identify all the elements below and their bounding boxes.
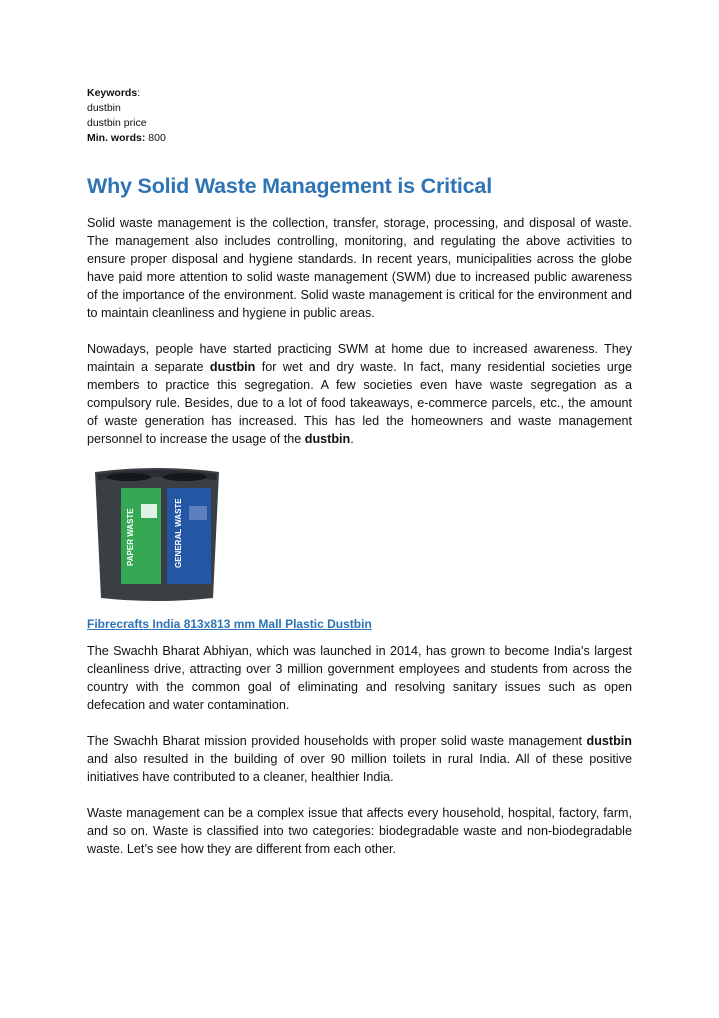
keywords-line bbox=[87, 86, 632, 101]
keyword-dustbin: dustbin bbox=[304, 432, 351, 446]
keywords-label: Keywords bbox=[87, 87, 138, 99]
paragraph-swm-home: Nowadays, people have started practicing SWM at home due to increased awareness. They maintain a separate dustbin for wet and dry waste. In fact, many residential societies urge members to practice this segregation. A few societies even have waste segregation as a compulsory rule. Besides, due to a lot of food takeaways, e-commerce parcels, etc., the amount of waste generation has increased. This has led the homeowners and waste management personnel to increase the usage of the dustbin. bbox=[87, 342, 632, 446]
keyword-item: dustbin price bbox=[87, 117, 147, 129]
paragraph-mission: The Swachh Bharat mission provided households with proper solid waste management dustbin and also resulted in the building of over 90 million toilets in rural India. All of these positive initiatives have contributed to a cleaner, healthier India. bbox=[87, 734, 632, 784]
min-words-line bbox=[87, 131, 632, 146]
paragraph-waste-types: Waste management can be a complex issue that affects every household, hospital, factory, farm, and so on. Waste is classified into two categories: biodegradable waste and non-biodegradable waste. Let’s see how they are different from each other. bbox=[87, 806, 632, 856]
product-image bbox=[87, 466, 227, 606]
meta-block bbox=[87, 86, 632, 146]
keyword-dustbin: dustbin bbox=[209, 360, 256, 374]
keyword-dustbin: dustbin bbox=[586, 734, 632, 748]
product-link[interactable]: Fibrecrafts India 813x813 mm Mall Plastic Dustbin bbox=[87, 617, 372, 631]
bin-right-label: GENERAL WASTE bbox=[174, 498, 183, 568]
min-words-value: 800 bbox=[148, 132, 166, 144]
keyword-item: dustbin bbox=[87, 102, 121, 114]
document-page bbox=[87, 86, 632, 858]
bin-left-label: PAPER WASTE bbox=[126, 508, 135, 566]
min-words-label: Min. words: bbox=[87, 132, 146, 144]
article-title: Why Solid Waste Management is Critical bbox=[87, 174, 492, 198]
paragraph-swachh-bharat: The Swachh Bharat Abhiyan, which was launched in 2014, has grown to become India's largest cleanliness drive, attracting over 3 million government employees and students from across the country with the common goal of eliminating and resolving sanitary issues such as open defecation and water contamination. bbox=[87, 644, 632, 712]
keywords-colon: : bbox=[137, 87, 141, 99]
paragraph-intro: Solid waste management is the collection, transfer, storage, processing, and disposal of waste. The management also includes controlling, monitoring, and regulating the above activities to ensure proper disposal and hygiene standards. In recent years, municipalities across the globe have paid more attention to solid waste management (SWM) due to increased public awareness of the importance of the environment. Solid waste management is critical for the environment and to maintain cleanliness and hygiene in public areas. bbox=[87, 216, 632, 320]
dustbin-image bbox=[87, 466, 227, 606]
